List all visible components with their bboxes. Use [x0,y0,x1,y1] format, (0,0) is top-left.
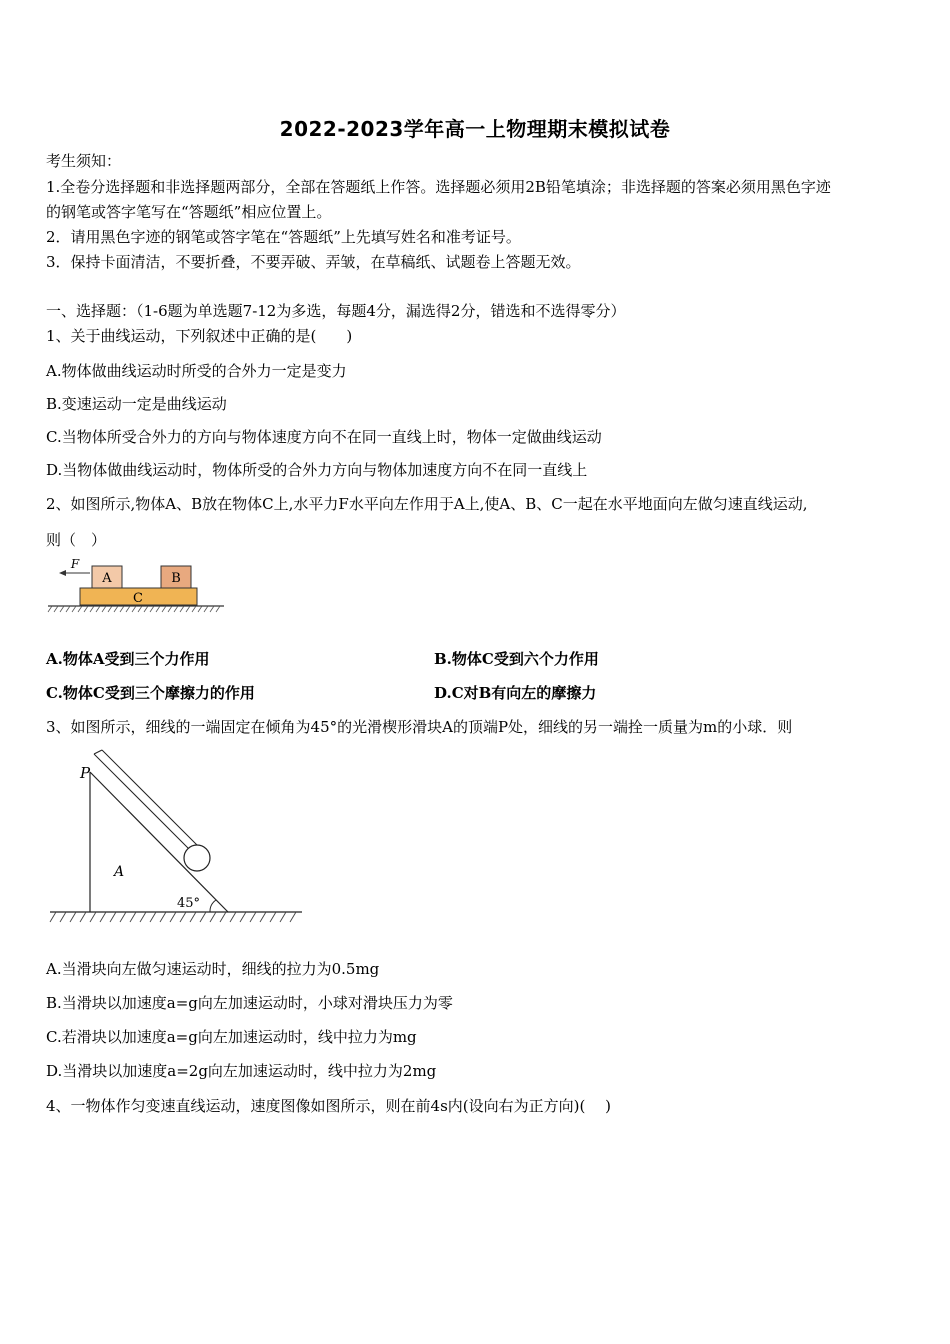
notice-item-3: 3．保持卡面清洁，不要折叠，不要弄破、弄皱，在草稿纸、试题卷上答题无效。 [46,253,581,271]
q4-stem: 4、一物体作匀变速直线运动，速度图像如图所示，则在前4s内(设向右为正方向)( ) [46,1097,611,1115]
q2-option-a: A.物体A受到三个力作用 [46,650,210,668]
q2-option-d: D.C对B有向左的摩擦力 [434,684,597,702]
q2-force-arrowhead [59,570,66,576]
q3-option-c: C.若滑块以加速度a=g向左加速运动时，线中拉力为mg [46,1028,417,1046]
q3-ball [184,845,210,871]
q2-force-label: F [70,558,80,571]
q2-block-b-label: B [171,571,181,586]
notice-item-1: 1.全卷分选择题和非选择题两部分，全部在答题纸上作答。选择题必须用2B铅笔填涂；非选择题的答案必须用黑色字迹 [46,178,831,196]
q3-wedge-label: A [114,864,125,880]
q3-angle-label: 45° [177,896,201,911]
notice-item-2: 2．请用黑色字迹的钢笔或答字笔在“答题纸”上先填写姓名和准考证号。 [46,228,521,246]
q3-option-b: B.当滑块以加速度a=g向左加速运动时，小球对滑块压力为零 [46,994,453,1012]
q3-ground-hatch [50,912,296,922]
q3-angle-arc [210,900,216,912]
section-heading: 一、选择题：（1-6题为单选题7-12为多选，每题4分，漏选得2分，错选和不选得零分） [46,302,626,320]
notice-item-1-cont: 的钢笔或答字笔写在“答题纸”相应位置上。 [46,203,332,221]
q2-block-c-label: C [133,591,143,606]
q1-option-d: D.当物体做曲线运动时，物体所受的合外力方向与物体加速度方向不在同一直线上 [46,461,588,479]
q3-option-a: A.当滑块向左做匀速运动时，细线的拉力为0.5mg [46,960,380,978]
q3-point-label: P [80,764,91,782]
q3-stem: 3、如图所示，细线的一端固定在倾角为45°的光滑楔形滑块A的顶端P处，细线的另一端拴一质量为m的小球．则 [46,718,793,736]
q1-option-b: B.变速运动一定是曲线运动 [46,395,227,413]
q1-option-c: C.当物体所受合外力的方向与物体速度方向不在同一直线上时，物体一定做曲线运动 [46,428,602,446]
q3-figure [44,748,309,933]
q2-ground-hatch [48,606,220,612]
q2-option-c: C.物体C受到三个摩擦力的作用 [46,684,255,702]
q2-stem-line2: 则（ ） [46,531,107,549]
q1-stem: 1、关于曲线运动，下列叙述中正确的是( ) [46,327,353,345]
q3-option-d: D.当滑块以加速度a=2g向左加速运动时，线中拉力为2mg [46,1062,437,1080]
notice-heading: 考生须知： [46,152,122,170]
q2-figure [44,558,229,618]
q3-string [94,754,192,852]
page-title: 2022-2023学年高一上物理期末模拟试卷 [279,117,671,141]
q2-block-a-label: A [102,571,112,586]
q3-wedge-incline [90,772,228,912]
q1-option-a: A.物体做曲线运动时所受的合外力一定是变力 [46,362,347,380]
q2-stem-line1: 2、如图所示,物体A、B放在物体C上,水平力F水平向左作用于A上,使A、B、C一起在水平地面向左做匀速直线运动, [46,495,808,513]
q2-option-b: B.物体C受到六个力作用 [434,650,599,668]
